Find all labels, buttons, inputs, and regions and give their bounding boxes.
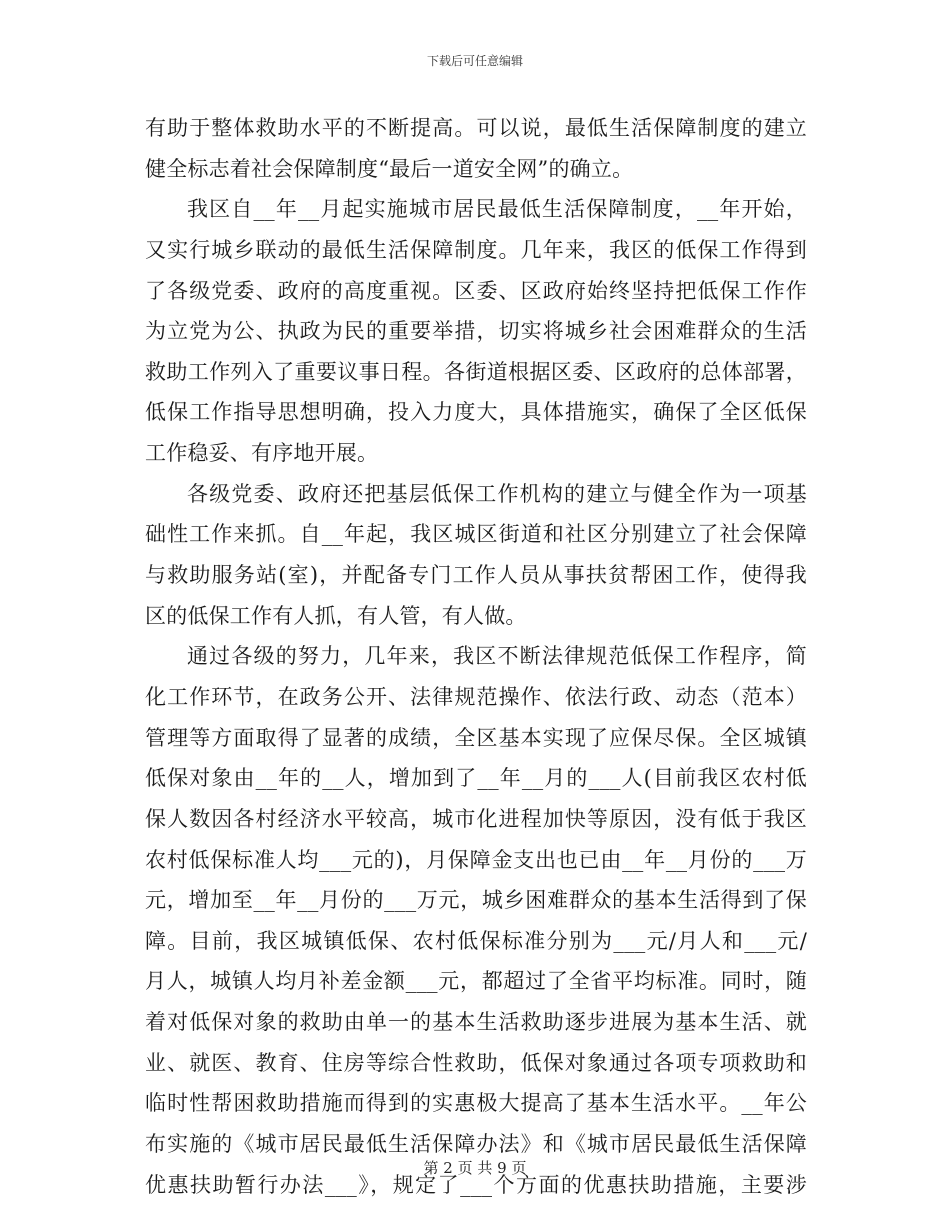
text-line: 低保工作指导思想明确，投入力度大，具体措施实，确保了全区低保 [145, 400, 807, 425]
text-line: 保人数因各村经济水平较高，城市化进程加快等原因，没有低于我区 [145, 806, 807, 831]
document-body [145, 108, 807, 1205]
text-line: 了各级党委、政府的高度重视。区委、区政府始终坚持把低保工作作 [145, 278, 807, 303]
text-line: 障。目前，我区城镇低保、农村低保标准分别为___元/月人和___元/ [145, 928, 807, 953]
text-line: 有助于整体救助水平的不断提高。可以说，最低生活保障制度的建立 [145, 116, 807, 140]
text-line: 管理等方面取得了显著的成绩，全区基本实现了应保尽保。全区城镇 [145, 725, 807, 750]
text-line: 又实行城乡联动的最低生活保障制度。几年来，我区的低保工作得到 [145, 237, 807, 262]
text-line: 化工作环节，在政务公开、法律规范操作、依法行政、动态（范本） [145, 684, 807, 709]
text-line: 业、就医、教育、住房等综合性救助，低保对象通过各项专项救助和 [145, 1050, 807, 1075]
page-footer: 第 2 页 共 9 页 [423, 1159, 527, 1177]
text-line: 着对低保对象的救助由单一的基本生活救助逐步进展为基本生活、就 [145, 1010, 807, 1035]
text-line: 低保对象由__年的__人，增加到了__年__月的___人(目前我区农村低 [145, 766, 807, 791]
text-line: 优惠扶助暂行办法___》，规定了___个方面的优惠扶助措施，主要涉 [145, 1172, 807, 1197]
text-line: 布实施的《城市居民最低生活保障办法》和《城市居民最低生活保障 [145, 1132, 807, 1157]
text-line: 与救助服务站(室)，并配备专门工作人员从事扶贫帮困工作，使得我 [145, 563, 807, 588]
text-line: 区的低保工作有人抓，有人管，有人做。 [145, 603, 527, 628]
text-line: 元，增加至__年__月份的___万元，城乡困难群众的基本生活得到了保 [145, 888, 807, 913]
text-line: 工作稳妥、有序地开展。 [145, 441, 379, 466]
text-line: 础性工作来抓。自__年起，我区城区街道和社区分别建立了社会保障 [145, 522, 807, 547]
text-line: 临时性帮困救助措施而得到的实惠极大提高了基本生活水平。__年公 [145, 1091, 807, 1116]
page-header: 下载后可任意编辑 [426, 54, 523, 68]
text-line: 救助工作列入了重要议事日程。各街道根据区委、区政府的总体部署， [145, 359, 807, 384]
text-line: 月人，城镇人均月补差金额___元，都超过了全省平均标准。同时，随 [145, 969, 807, 994]
text-line: 健全标志着社会保障制度“最后一道安全网”的确立。 [145, 156, 634, 181]
text-line: 各级党委、政府还把基层低保工作机构的建立与健全作为一项基 [187, 481, 807, 506]
text-line: 农村低保标准人均___元的)，月保障金支出也已由__年__月份的___万 [145, 847, 807, 872]
text-line: 为立党为公、执政为民的重要举措，切实将城乡社会困难群众的生活 [145, 319, 807, 344]
text-line: 我区自__年__月起实施城市居民最低生活保障制度，__年开始， [187, 197, 807, 222]
text-line: 通过各级的努力，几年来，我区不断法律规范低保工作程序，简 [187, 644, 807, 669]
